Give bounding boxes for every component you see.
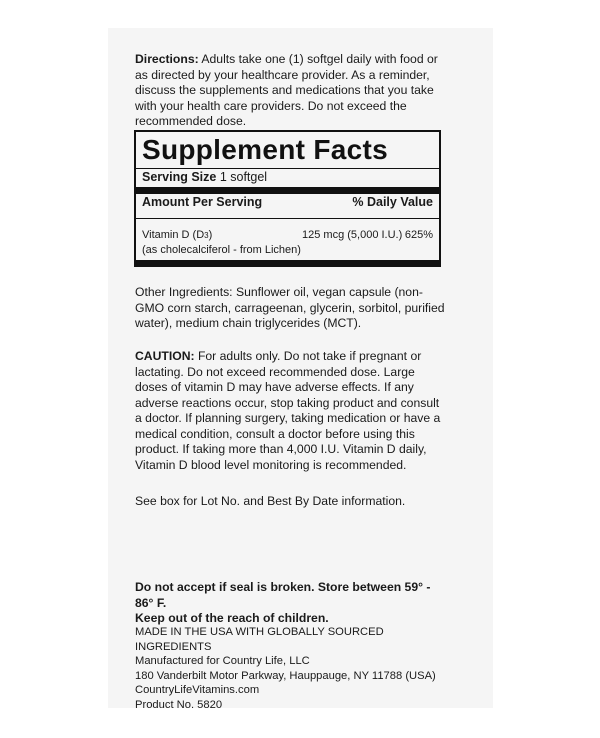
caution-body: For adults only. Do not take if pregnant or lactating. Do not exceed recommended dose. Large doses of vitamin D may have adverse effects. If any adverse reactions occur, stop taking product and consult a doctor. If planning surgery, taking medication or have a medical condition, consult a doctor before using this product. If taking more than 4,000 I.U. Vitamin D daily, Vitamin D blood level monitoring is recommended.: [135, 349, 441, 472]
nutrient-amount: 125 mcg (5,000 I.U.): [302, 229, 403, 241]
directions-text: [135, 52, 445, 130]
thick-divider-bottom: [136, 260, 439, 267]
amount-per-serving-header: Amount Per Serving: [142, 195, 263, 209]
supplement-facts-title: Supplement Facts: [142, 134, 388, 165]
children-warning: Keep out of the reach of children.: [135, 611, 329, 625]
seal-warning: Do not accept if seal is broken. Store between 59° - 86° F.: [135, 580, 431, 610]
lot-info: See box for Lot No. and Best By Date information.: [135, 494, 406, 508]
caution-label: CAUTION:: [135, 349, 195, 363]
nutrient-name: Vitamin D (D3): [142, 229, 213, 241]
nutrient-row: [142, 228, 433, 258]
supplement-facts-panel: [134, 130, 441, 267]
address-line: 180 Vanderbilt Motor Parkway, Hauppauge, NY 11788 (USA): [135, 669, 436, 682]
product-number: Product No. 5820: [135, 698, 223, 711]
website-line: CountryLifeVitamins.com: [135, 684, 260, 696]
title-divider: [136, 168, 439, 169]
serving-size-value: 1 softgel: [216, 170, 268, 184]
storage-warning: [135, 580, 445, 627]
directions-label: Directions:: [135, 52, 199, 66]
directions-body: Adults take one (1) softgel daily with food or as directed by your healthcare provider. As a reminder, discuss the supplements and medications that you take with your health care providers. Do not exceed the recommended dose.: [135, 52, 438, 128]
daily-value-header: % Daily Value: [352, 195, 433, 209]
serving-size-label: Serving Size: [142, 170, 217, 184]
nutrient-daily-value: 625%: [404, 229, 433, 241]
caution-text: [135, 349, 445, 473]
manufacturer-info: [135, 625, 445, 712]
origin-line: MADE IN THE USA WITH GLOBALLY SOURCED INGREDIENTS: [135, 626, 384, 653]
thick-divider-top: [136, 187, 439, 194]
serving-size: [142, 170, 267, 184]
amount-header-row: [142, 195, 433, 209]
manufacturer-line: Manufactured for Country Life, LLC: [135, 655, 310, 667]
other-ingredients: Other Ingredients: Sunflower oil, vegan capsule (non-GMO corn starch, carrageenan, glycerin, sorbitol, purified water), medium chain triglycerides (MCT).: [135, 285, 445, 330]
header-divider: [136, 218, 439, 219]
nutrient-source: (as cholecalciferol - from Lichen): [142, 244, 301, 256]
